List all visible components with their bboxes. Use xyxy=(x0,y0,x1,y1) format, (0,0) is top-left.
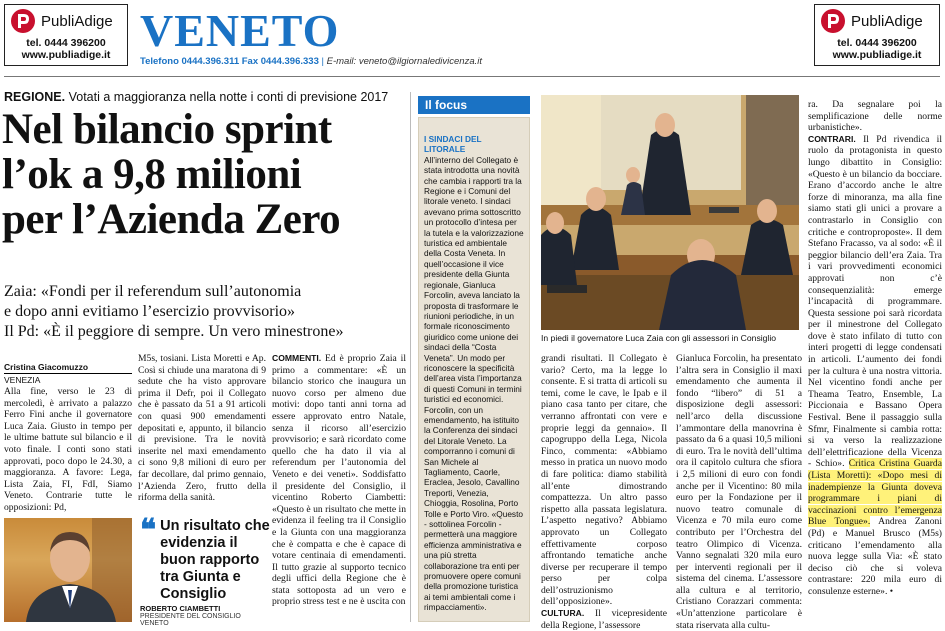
quote-text: Un risultato che evidenzia il buon rapporto tra Giunta e Consiglio xyxy=(160,518,270,602)
quote-mark-icon: ❝ xyxy=(140,514,157,547)
article-col-3 xyxy=(272,353,406,621)
ad-website: www.publiadige.it xyxy=(832,49,922,61)
subhead-line-1: Zaia: «Fondi per il referendum sull’autonomia xyxy=(4,283,302,300)
col-5-lead: CULTURA. xyxy=(541,608,585,619)
article-col-1: Alla fine, verso le 23 di mercoledì, è arrivato a palazzo Ferro Fini anche il governatore Luca Zaia. Giusto in tempo per le ultime battute sul bilancio e il voto finale. I conti sono stati approvati, poco dopo le 24.30, a maggioranza. A favore: Lega, Lista Zaia, FI, FdI, Siamo Veneto. Contrarie tutte le opposizioni: Pd, xyxy=(4,386,132,513)
section-title: VENETO xyxy=(140,5,340,56)
author-name: Cristina Giacomuzzo xyxy=(4,362,89,372)
col-3-text: Ed è proprio Zaia il primo a commentare: «È un bilancio storico che inaugura un nuovo corso per almeno due motivi: dopo tanti anni torna ad essere approvato entro Natale, senza il ricorso all’esercizio provvisorio; e sarà ricordato come quello che ha dato il via al referendum per l’autonomia del Veneto e dei veneti». Soddisfatto il presidente del Consiglio, il vicentino Roberto Ciambetti: «Questo è un risultato che mette in evidenza il feeling tra il Consiglio e la Giunta con una maggioranza che è compatta e che è capace di votare centinaia di emendamenti. Il tutto grazie al supporto tecnico degli uffici della Regione che è stata sottoposta ad un vero e proprio stress test e ne è uscita con xyxy=(272,353,406,608)
article-col-5 xyxy=(541,353,667,631)
focus-title: Il focus xyxy=(418,96,530,114)
ad-brand: PubliAdige xyxy=(851,12,923,30)
portrait-figure xyxy=(4,518,132,622)
headline xyxy=(2,107,412,242)
kicker-label: REGIONE. xyxy=(4,90,66,104)
col-5-text-b: Il vicepresidente della Regione, l’assessore xyxy=(541,608,667,631)
byline xyxy=(4,362,132,385)
header-divider xyxy=(4,76,940,77)
article-col-7 xyxy=(808,99,942,622)
ciambetti-photo xyxy=(4,518,132,622)
quote-author-role: PRESIDENTE DEL CONSIGLIO VENETO xyxy=(140,613,241,627)
ad-website: www.publiadige.it xyxy=(21,49,111,61)
column-divider xyxy=(410,92,411,622)
focus-subtitle: I SINDACI DEL LITORALE xyxy=(424,134,482,155)
ad-brand: PubliAdige xyxy=(41,12,113,30)
contact-phone: Telefono 0444.396.311 Fax 0444.396.333 xyxy=(140,56,319,67)
article-col-2: M5s, tosiani. Lista Moretti e Ap. Così si chiude una maratona di 9 sedute che ha visto approvare prima il Defr, poi il Collegato che è passato da 51 a 91 articoli con quasi 900 emendamenti depositati e, appunto, il bilancio di previsione. Tra le novità inserite nel maxi emendamento ci sono 9,8 milioni di euro per far decollare, dal primo gennaio, l’Azienda Zero, frutto della riforma della sanità. xyxy=(138,353,266,504)
headline-line-2: l’ok a 9,8 milioni xyxy=(2,151,302,198)
col-3-lead: COMMENTI. xyxy=(272,353,322,363)
council-scene xyxy=(541,95,799,330)
focus-text: All’interno del Collegato è stata introdotta una novità che cambia i rapporti tra la Regione e i Comuni del litorale veneto. I sindaci avevano prima sottoscritto un protocollo d’intesa per la tutela e la valorizzazione turistica ed ambientale della Costa Veneta. In quell’occasione il vice presidente della Giunta regionale, Gianluca Forcolin, aveva lanciato la proposta di trasformare le riunioni periodiche, in un formale riconoscimento giuridico come unione dei sindaci della “Costa Veneta”. Un modo per riconoscere la specificità dell’area vista l’importanza di questi Comuni in termini turistici ed economici. Forcolin, con un emendamento, ha istituito la Conferenza dei sindaci del Litorale Veneto. La comporranno i comuni di San Michele al Tagliamento, Caorle, Eraclea, Jesolo, Cavallino Treporti, Venezia, Chioggia, Rosolina, Porto Tolle e Porto Viro. «Questo - sottolinea Forcolin - permetterà una maggiore efficienza amministrativa e una più stretta collaborazione tra enti per promuovere opere comuni della promozione turistica ai temi ambientali come i rimpacciamenti». xyxy=(424,154,524,613)
contact-line: Telefono 0444.396.311 Fax 0444.396.333 | E-mail: veneto@ilgiornaledivicenza.it xyxy=(140,56,483,67)
focus-body xyxy=(424,134,524,614)
kicker xyxy=(4,90,388,104)
kicker-text: Votati a maggioranza nella notte i conti di previsione 2017 xyxy=(68,90,389,104)
article-col-6: Gianluca Forcolin, ha presentato l’altra sera in Consiglio il maxi emendamento che aumenta il fondo “libero” di 51 a disposizione degli assessori: nell’arco della discussione l’ammontare della manovrina è passato da 6 a quasi 10,5 milioni di euro. Tra le novità dell’ultima ora il capitolo cultura che sfiora i 2,5 milioni di euro con fondi anche per il Vicentino: 80 mila euro per la Fondazione per il nuovo teatro comunale di Vicenza e 70 mila euro come contributo per l’Orchestra del teatro Olimpico di Vicenza. Vanno segnalati 320 mila euro per interventi regionali per il sistema del cinema. L’assessore alla cultura e al territorio, Cristiano Corazzari commenta: «Un’attenzione particolare è stata riservata alla cultu- xyxy=(676,353,802,631)
photo-caption: In piedi il governatore Luca Zaia con gli assessori in Consiglio xyxy=(541,333,777,343)
ad-phone: tel. 0444 396200 xyxy=(837,37,917,49)
pull-quote xyxy=(140,514,270,627)
col-7-text-end: Andrea Zanoni (Pd) e Manuel Brusco (M5s) criticano l’emendamento alla nuova legge sulla Via: «È stato deciso ciò che si voleva contrastare: 220 mila euro di consulenze esterne». • xyxy=(808,516,942,597)
quote-author: ROBERTO CIAMBETTI xyxy=(140,604,221,613)
col-7-text: Il Pd rivendica il ruolo da protagonista in questo lungo dibattito in Consiglio: «Questo è un bilancio da bocciare. Erano d’accordo anche le altre forze di minoranza, ma alla fine siamo stati gli unici a provare a contrastarlo in Consiglio con critiche e controproposte». Il dem Stefano Fracasso, va al sodo: «È il peggior bilancio dell’era Zaia. Tra i vari provvedimenti economici approvati non c’è consequenzialità: emerge l’incapacità di programmare. Questa sessione poi sarà ricordata per il minestrone del Collegato dove è stato infilato di tutto con interi progetti di legge condensati in articoli. L’aumento dei fondi per la cultura è una nostra vittoria. Nel vicentino fondi anche per Theama Teatro, Ensemble, La Piccionaia e Bassano Opera Festival. Bene il passaggio sulla Sfmr, Finalmente si cambia rotta: si va verso la realizzazione dell’elettrificazione della Vicenza - Schio». xyxy=(808,133,942,470)
focus-box xyxy=(418,117,530,622)
headline-line-3: per l’Azienda Zero xyxy=(2,196,341,243)
contact-email: E-mail: veneto@ilgiornaledivicenza.it xyxy=(326,56,483,67)
ad-publiadige-left[interactable] xyxy=(4,4,128,66)
publiadige-logo-icon xyxy=(10,8,36,34)
headline-line-1: Nel bilancio sprint xyxy=(2,106,332,153)
subhead xyxy=(4,282,414,342)
ad-phone: tel. 0444 396200 xyxy=(26,37,106,49)
ad-publiadige-right[interactable] xyxy=(814,4,940,66)
council-photo xyxy=(541,95,799,330)
dateline: VENEZIA xyxy=(4,373,132,385)
col-7-lead: CONTRARI. xyxy=(808,133,856,144)
subhead-line-3: Il Pd: «È il peggiore di sempre. Un vero minestrone» xyxy=(4,323,344,340)
col-5-text: grandi risultati. Il Collegato è vario? Certo, ma la legge lo consente. E si tratta di articoli su temi, come le cave, le Ipab e il piano casa tanto per citare, che verranno affrontati con vere e proprie leggi da gennaio». Il capogruppo della Lega, Nicola Finco, commenta: «Abbiamo messo in pratica un nuovo modo di fare politica: diamo stabilità all’ente dimostrando compattezza. Un altro passo rispetto alla passata legislatura. L’aspetto negativo? Abbiamo approvato un Collegato effettivamente corposo affrontando tematiche anche diverse per recuperare il tempo perso per colpa dell’ostruzionismo dell’opposizione». xyxy=(541,353,667,608)
col-7-highlight: Critica Cristina Guarda (Lista Moretti): «Dopo mesi di inadempienze la Giunta doveva programmare i piani di vaccinazioni contro l’emergenza Blue Tongue». xyxy=(808,458,942,528)
col-7-text-a: ra. Da segnalare poi la semplificazione delle norme urbanistiche». xyxy=(808,99,942,134)
subhead-line-2: e dopo anni evitiamo l’esercizio provvisorio» xyxy=(4,303,296,320)
publiadige-logo-icon xyxy=(820,8,846,34)
